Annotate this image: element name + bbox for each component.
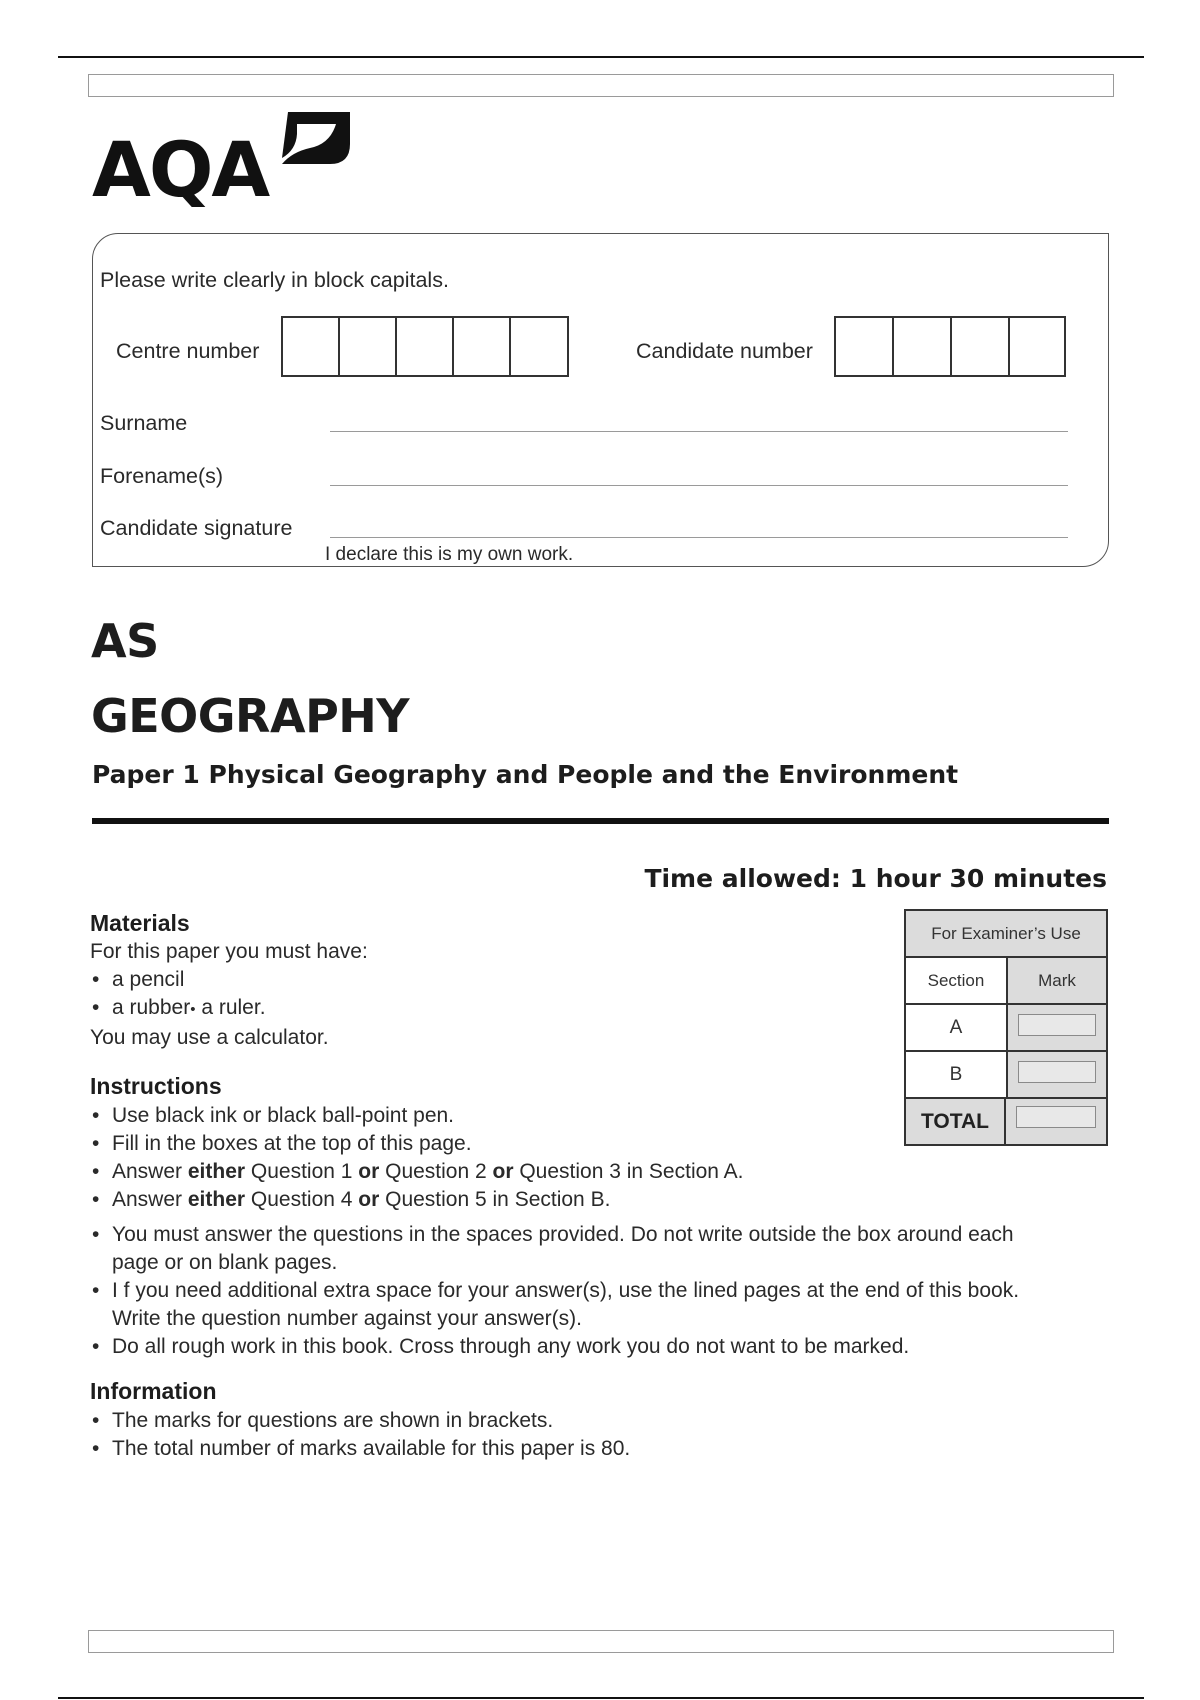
information-item: • The marks for questions are shown in brackets. bbox=[90, 1407, 630, 1435]
candidate-number-label: Candidate number bbox=[636, 339, 813, 363]
materials-item: a rubber bbox=[112, 996, 191, 1019]
forenames-line[interactable] bbox=[330, 485, 1068, 486]
centre-number-boxes[interactable] bbox=[281, 316, 569, 377]
total-box[interactable] bbox=[1016, 1106, 1096, 1128]
mark-b-cell bbox=[1008, 1052, 1106, 1097]
instruction-item: • Fill in the boxes at the top of this page. bbox=[90, 1130, 1019, 1158]
instruction-item: • Use black ink or black ball-point pen. bbox=[90, 1102, 1019, 1130]
qualification-level: AS bbox=[91, 614, 159, 668]
surname-line[interactable] bbox=[330, 431, 1068, 432]
examiner-header-row bbox=[906, 911, 1106, 958]
candidate-digit-box[interactable] bbox=[952, 318, 1010, 375]
candidate-number-boxes[interactable] bbox=[834, 316, 1066, 377]
information-list bbox=[90, 1407, 630, 1463]
centre-digit-box[interactable] bbox=[454, 318, 511, 375]
mark-a-box[interactable] bbox=[1018, 1014, 1096, 1036]
examiner-use-table bbox=[904, 909, 1108, 1146]
centre-number-label: Centre number bbox=[116, 339, 260, 363]
instructions-list bbox=[90, 1102, 1019, 1361]
footer-strip bbox=[88, 1630, 1114, 1653]
signature-label: Candidate signature bbox=[100, 516, 293, 540]
aqa-logo bbox=[92, 112, 352, 212]
instructions-heading: Instructions bbox=[90, 1073, 222, 1099]
centre-digit-box[interactable] bbox=[511, 318, 567, 375]
mark-column-header: Mark bbox=[1008, 958, 1106, 1003]
examiner-header: For Examiner’s Use bbox=[931, 923, 1081, 943]
information-heading: Information bbox=[90, 1378, 217, 1404]
section-column-header: Section bbox=[906, 958, 1008, 1003]
materials-item: a ruler. bbox=[201, 996, 266, 1019]
examiner-total-row bbox=[906, 1099, 1106, 1144]
mark-a-cell bbox=[1008, 1005, 1106, 1050]
total-cell bbox=[1006, 1099, 1106, 1144]
instruction-item: • You must answer the questions in the spaces provided. Do not write outside the box around each page or on blank pages. bbox=[90, 1221, 1019, 1277]
instruction-item: • I f you need additional extra space for your answer(s), use the lined pages at the end of this book. Write the question number against your answer(s). bbox=[90, 1277, 1019, 1333]
top-rule bbox=[58, 56, 1144, 58]
mark-b-box[interactable] bbox=[1018, 1061, 1096, 1083]
instruction-item: • Answer either Question 1 or Question 2 or Question 3 in Section A. bbox=[90, 1158, 1019, 1186]
header-strip bbox=[88, 74, 1114, 97]
materials-item: • a pencil bbox=[90, 966, 368, 994]
examiner-column-row bbox=[906, 958, 1106, 1005]
materials-item-combined: • a rubber• a ruler. bbox=[90, 994, 368, 1024]
forenames-label: Forename(s) bbox=[100, 464, 224, 488]
title-divider bbox=[92, 818, 1109, 824]
centre-digit-box[interactable] bbox=[340, 318, 397, 375]
svg-text:AQA: AQA bbox=[92, 125, 269, 212]
information-item: • The total number of marks available for this paper is 80. bbox=[90, 1435, 630, 1463]
centre-digit-box[interactable] bbox=[283, 318, 340, 375]
candidate-digit-box[interactable] bbox=[894, 318, 952, 375]
bottom-rule bbox=[58, 1697, 1144, 1699]
surname-label: Surname bbox=[100, 411, 188, 435]
signature-line[interactable] bbox=[330, 537, 1068, 538]
total-label: TOTAL bbox=[906, 1099, 1006, 1144]
time-allowed: Time allowed: 1 hour 30 minutes bbox=[644, 864, 1107, 893]
declaration-text: I declare this is my own work. bbox=[325, 544, 574, 565]
paper-title: Paper 1 Physical Geography and People and the Environment bbox=[92, 760, 959, 789]
instruction-item: • Answer either Question 4 or Question 5 in Section B. bbox=[90, 1186, 1019, 1214]
materials-heading: Materials bbox=[90, 910, 190, 936]
candidate-digit-box[interactable] bbox=[1010, 318, 1064, 375]
centre-digit-box[interactable] bbox=[397, 318, 454, 375]
section-b-label: B bbox=[906, 1052, 1008, 1097]
materials-block bbox=[90, 938, 368, 1052]
materials-note: You may use a calculator. bbox=[90, 1026, 329, 1049]
examiner-row-b bbox=[906, 1052, 1106, 1099]
instruction-item: • Do all rough work in this book. Cross through any work you do not want to be marked. bbox=[90, 1333, 1019, 1361]
block-capitals-instruction: Please write clearly in block capitals. bbox=[100, 268, 449, 292]
materials-intro: For this paper you must have: bbox=[90, 940, 368, 963]
examiner-row-a bbox=[906, 1005, 1106, 1052]
subject-title: GEOGRAPHY bbox=[91, 689, 410, 743]
section-a-label: A bbox=[906, 1005, 1008, 1050]
candidate-digit-box[interactable] bbox=[836, 318, 894, 375]
